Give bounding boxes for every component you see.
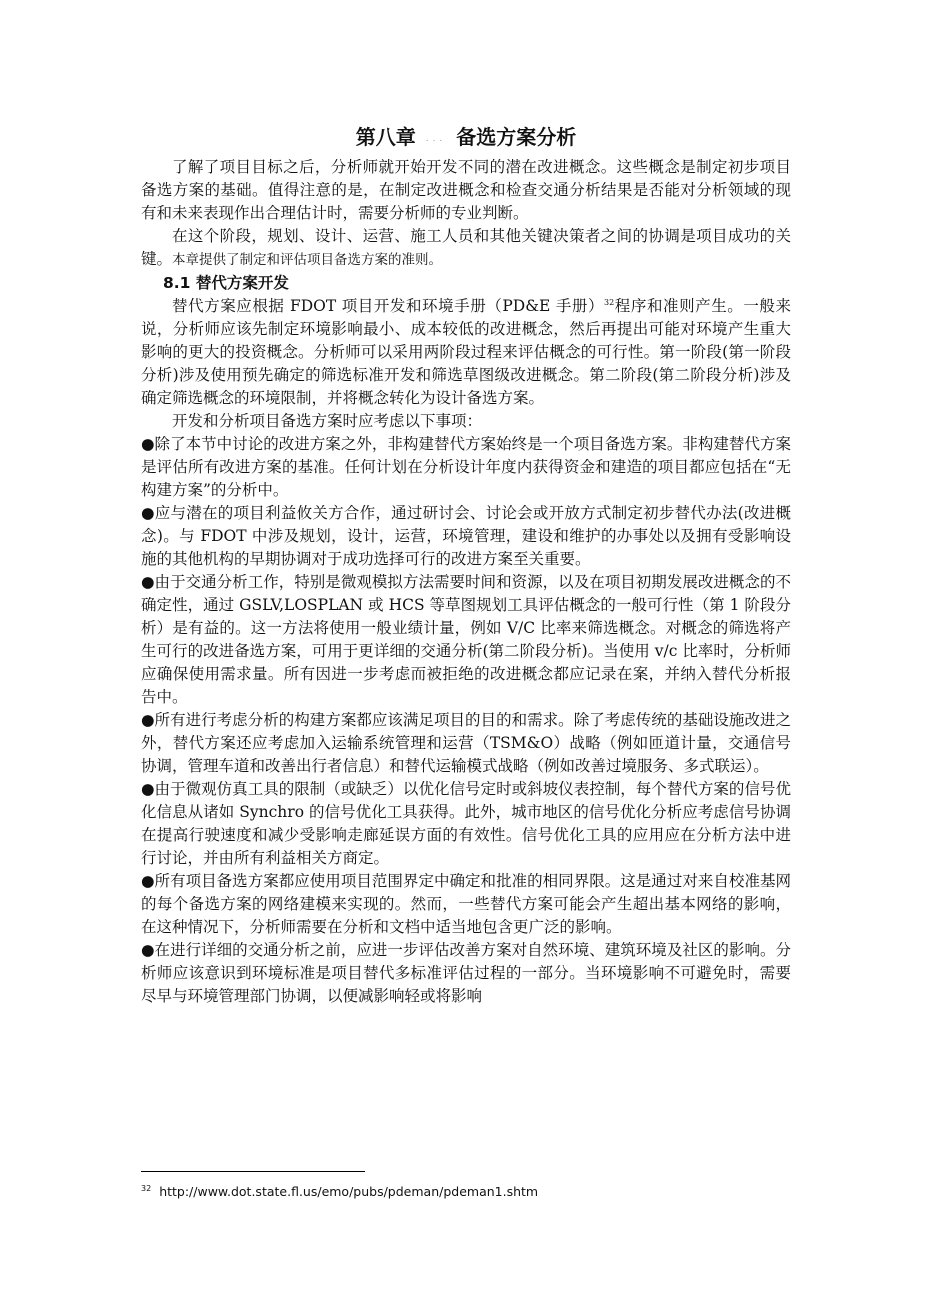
page-body [141, 122, 791, 1008]
intro-paragraph-1: 了解了项目目标之后，分析师就开始开发不同的潜在改进概念。这些概念是制定初步项目备选方案的基础。值得注意的是，在制定改进概念和检查交通分析结果是否能对分析领域的现有和未来表现作出合理估计时，需要分析师的专业判断。 [141, 157, 791, 222]
chapter-number: 第八章 [355, 125, 416, 149]
bullet-item-purpose-need: ●所有进行考虑分析的构建方案都应该满足项目的目的和需求。除了考虑传统的基础设施改进之外，替代方案还应考虑加入运输系统管理和运营（TSM&O）战略（例如匝道计量，交通信号协调，管理车道和改善出行者信息）和替代运输模式战略（例如改善过境服务、多式联运）。 [141, 710, 791, 775]
bullet-item-boundaries: ●所有项目备选方案都应使用项目范围界定中确定和批准的相同界限。这是通过对来自校准基网的每个备选方案的网络建模来实现的。然而，一些替代方案可能会产生超出基本网络的影响，在这种情况下，分析师需要在分析和文档中适当地包含更广泛的影响。 [141, 871, 791, 936]
footnote-reference[interactable]: 32 [604, 297, 615, 307]
section-paragraph-2: 开发和分析项目备选方案时应考虑以下事项： [172, 411, 483, 430]
footnote [141, 1180, 791, 1201]
title-separator-dots: ... [425, 133, 447, 144]
chapter-title [141, 122, 791, 154]
section-paragraph-1-rest: 程序和准则产生。一般来说，分析师应该先制定环境影响最小、成本较低的改进概念，然后再提出可能对环境产生重大影响的更大的投资概念。分析师可以采用两阶段过程来评估概念的可行性。第一阶段(第一阶段分析)涉及使用预先确定的筛选标准开发和筛选草图级改进概念。第二阶段(第二阶段分析)涉及确定筛选概念的环境限制，并将概念转化为设计备选方案。 [141, 296, 791, 407]
intro-sentence-chapter-scope: 本章提供了制定和评估项目备选方案的准则。 [172, 251, 443, 268]
footnote-number: 32 [141, 1184, 152, 1193]
footnote-divider [141, 1171, 365, 1172]
footnote-link[interactable]: http://www.dot.state.fl.us/emo/pubs/pdeman/pdeman1.shtm [159, 1184, 539, 1200]
intro-paragraph-2 [141, 225, 791, 272]
bullet-item-screening: ●由于交通分析工作，特别是微观模拟方法需要时间和资源，以及在项目初期发展改进概念的不确定性，通过 GSLV,LOSPLAN 或 HCS 等草图规划工具评估概念的一般可行性（第 1 阶段分析）是有益的。这一方法将使用一般业绩计量，例如 V/C 比率来筛选概念。对概念的筛选将产生可行的改进备选方案，可用于更详细的交通分析(第二阶段分析)。当使用 v/c 比率时，分析师应确保使用需求量。所有因进一步考虑而被拒绝的改进概念都应记录在案，并纳入替代分析报告中。 [141, 572, 791, 706]
bullet-item-no-build: ●除了本节中讨论的改进方案之外，非构建替代方案始终是一个项目备选方案。非构建替代方案是评估所有改进方案的基准。任何计划在分析设计年度内获得资金和建造的项目都应包括在“无构建方案”的分析中。 [141, 434, 791, 499]
chapter-name: 备选方案分析 [456, 125, 577, 149]
section-paragraph-1-start: 替代方案应根据 FDOT 项目开发和环境手册（PD&E 手册） [172, 296, 605, 315]
section-heading: 8.1 替代方案开发 [163, 273, 289, 292]
bullet-item-environment: ●在进行详细的交通分析之前，应进一步评估改善方案对自然环境、建筑环境及社区的影响。分析师应该意识到环境标准是项目替代多标准评估过程的一部分。当环境影响不可避免时，需要尽早与环境管理部门协调，以便减影响轻或将影响 [141, 940, 791, 1005]
bullet-item-stakeholders: ●应与潜在的项目利益攸关方合作，通过研讨会、讨论会或开放方式制定初步替代办法(改进概念)。与 FDOT 中涉及规划，设计，运营，环境管理，建设和维护的办事处以及拥有受影响设施的其他机构的早期协调对于成功选择可行的改进方案至关重要。 [141, 503, 791, 568]
bullet-item-signal-optimization: ●由于微观仿真工具的限制（或缺乏）以优化信号定时或斜坡仪表控制，每个替代方案的信号优化信息从诸如 Synchro 的信号优化工具获得。此外，城市地区的信号优化分析应考虑信号协调在提高行驶速度和减少受影响走廊延误方面的有效性。信号优化工具的应用应在分析方法中进行讨论，并由所有利益相关方商定。 [141, 779, 791, 867]
section-paragraph-1 [141, 295, 791, 410]
intro-sentence-coordination: 在这个阶段，规划、设计、运营、施工人员和其他关键决策者之间的协调是项目成功的关键。 [141, 226, 791, 268]
